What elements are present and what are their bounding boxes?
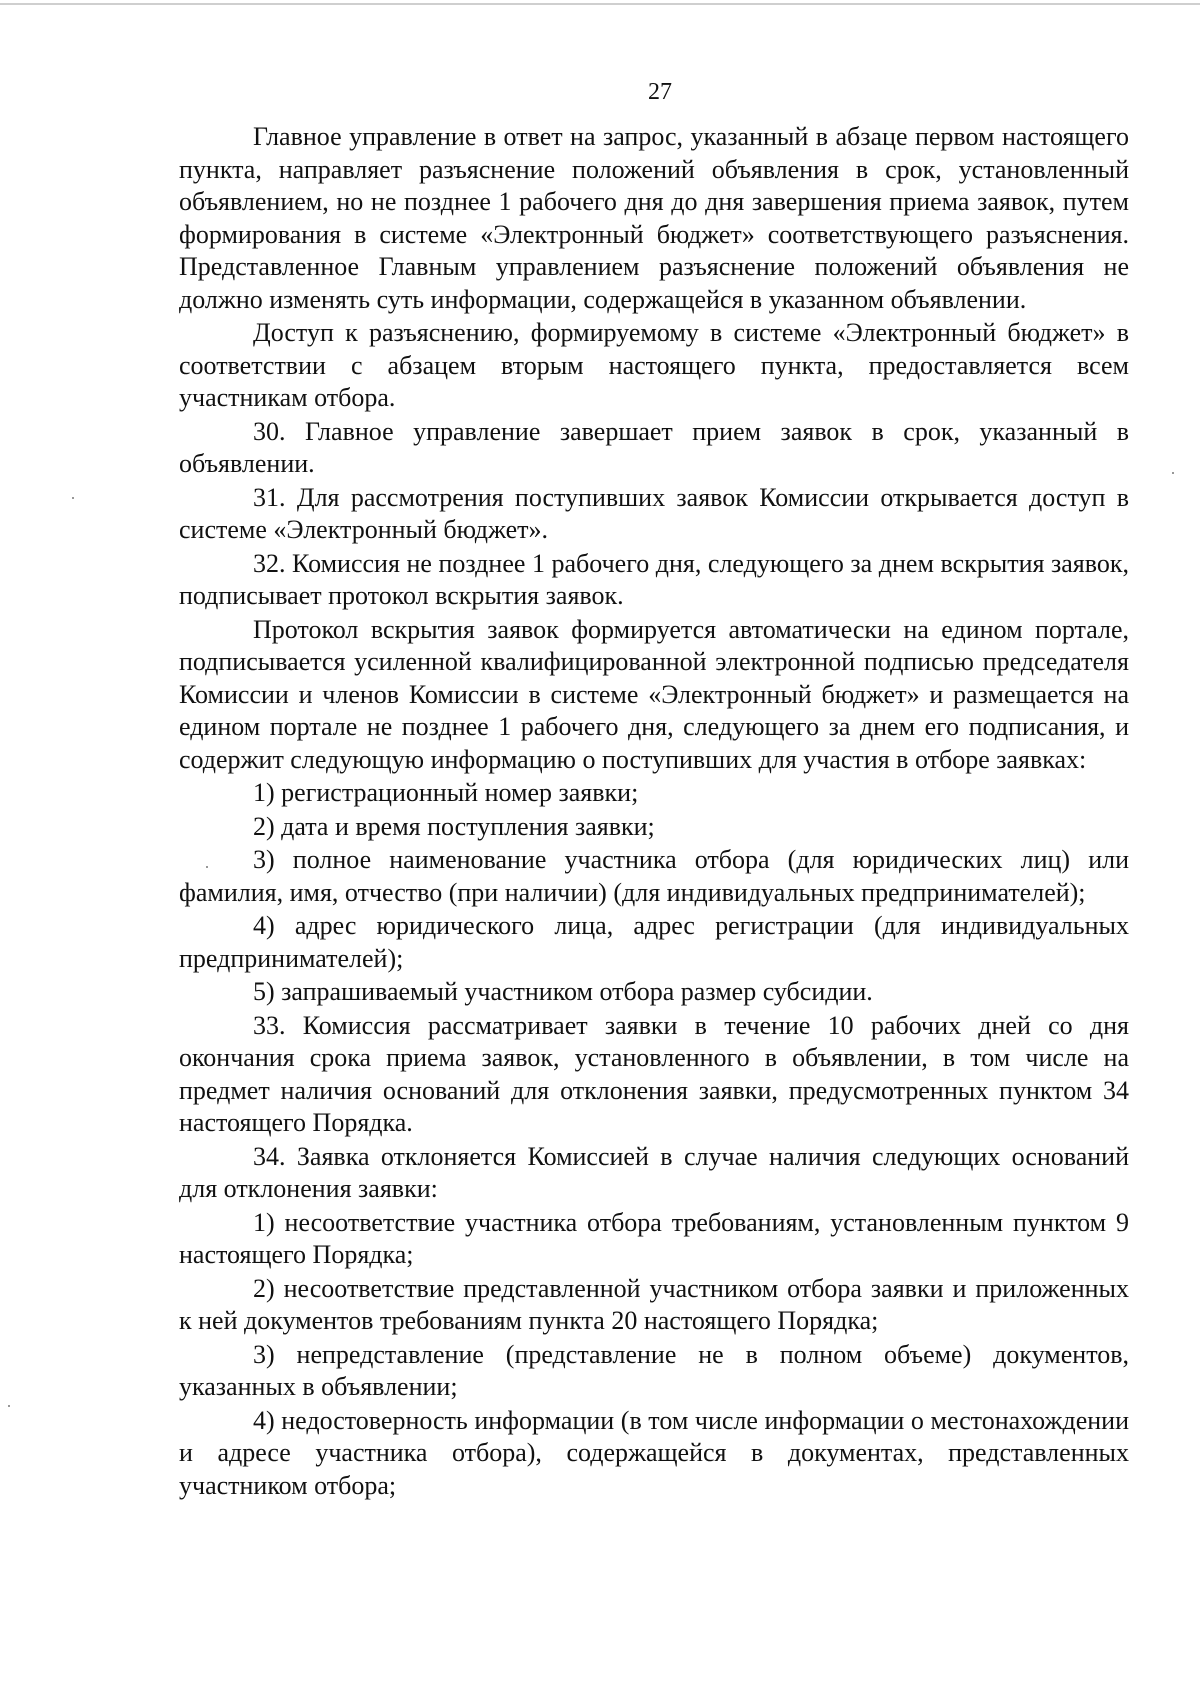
paragraph-opening-protocol: Протокол вскрытия заявок формируется автоматически на едином портале, подписывается усиленной квалифицированной электронной подписью председателя Комиссии и членов Комиссии в системе «Электронный бюджет» и размещается на едином портале не позднее 1 рабочего дня, следующего за днем его подписания, и содержит следующую информацию о поступивших для участия в отборе заявках: (179, 614, 1129, 774)
paragraph-clarification-access: Доступ к разъяснению, формируемому в системе «Электронный бюджет» в соответствии с абзацем вторым настоящего пункта, предоставляется всем участникам отбора. (179, 318, 1129, 412)
list-item-participant-name: 3) полное наименование участника отбора (для юридических лиц) или фамилия, имя, отчество (при наличии) (для индивидуальных предпринимателей); (179, 845, 1129, 907)
list-item-rejection-documents: 2) несоответствие представленной участником отбора заявки и приложенных к ней документов требованиям пункта 20 настоящего Порядка; (179, 1273, 1129, 1335)
scan-top-edge (0, 3, 1200, 5)
scan-speck (1172, 472, 1174, 474)
list-item-receipt-date: 2) дата и время поступления заявки; (253, 811, 655, 841)
paragraph-item-31: 31. Для рассмотрения поступивших заявок Комиссии открывается доступ в системе «Электронный бюджет». (179, 482, 1129, 544)
paragraph-item-34: 34. Заявка отклоняется Комиссией в случае наличия следующих оснований для отклонения заявки: (179, 1141, 1129, 1203)
list-item-rejection-inaccuracy: 4) недостоверность информации (в том числе информации о местонахождении и адресе участника отбора), содержащейся в документах, представленных участником отбора; (179, 1405, 1129, 1500)
page-number: 27 (648, 79, 672, 105)
list-item-registration-number: 1) регистрационный номер заявки; (253, 778, 639, 807)
list-item-address: 4) адрес юридического лица, адрес регистрации (для индивидуальных предпринимателей); (179, 911, 1129, 973)
paragraph-item-32: 32. Комиссия не позднее 1 рабочего дня, следующего за днем вскрытия заявок, подписывает протокол вскрытия заявок. (179, 548, 1129, 610)
paragraph-item-30: 30. Главное управление завершает прием заявок в срок, указанный в объявлении. (179, 416, 1129, 478)
paragraph-item-33: 33. Комиссия рассматривает заявки в течение 10 рабочих дней со дня окончания срока приема заявок, установленного в объявлении, в том числе на предмет наличия оснований для отклонения заявки, предусмотренных пунктом 34 настоящего Порядка. (179, 1010, 1129, 1137)
list-item-subsidy-amount: 5) запрашиваемый участником отбора размер субсидии. (253, 977, 873, 1006)
scan-speck (206, 866, 208, 868)
scan-speck (72, 497, 74, 499)
scan-speck (8, 1405, 10, 1407)
document-body (179, 121, 1129, 1503)
list-item-rejection-requirements: 1) несоответствие участника отбора требованиям, установленным пунктом 9 настоящего Порядка; (179, 1207, 1129, 1269)
list-item-rejection-incomplete: 3) непредставление (представление не в полном объеме) документов, указанных в объявлении; (179, 1339, 1129, 1401)
paragraph-clarification-deadline: Главное управление в ответ на запрос, указанный в абзаце первом настоящего пункта, направляет разъяснение положений объявления в срок, установленный объявлением, но не позднее 1 рабочего дня до дня завершения приема заявок, путем формирования в системе «Электронный бюджет» соответствующего разъяснения. Представленное Главным управлением разъяснение положений объявления не должно изменять суть информации, содержащейся в указанном объявлении. (179, 122, 1129, 314)
